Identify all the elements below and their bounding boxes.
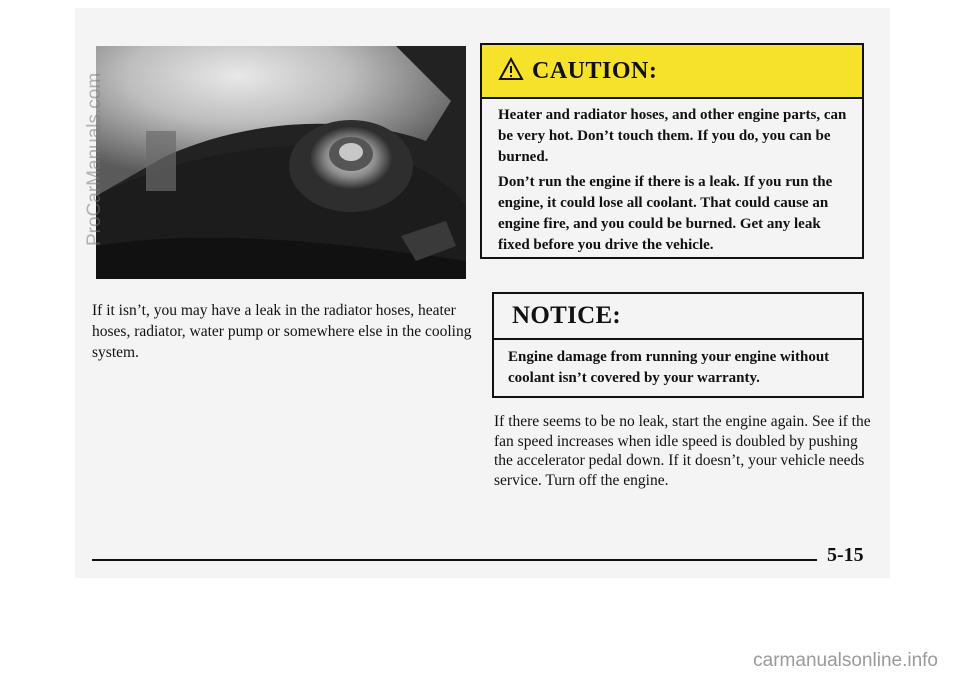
notice-title: NOTICE: [512,302,622,329]
notice-header [494,294,862,340]
caution-body [482,99,862,256]
notice-body: Engine damage from running your engine without coolant isn’t covered by your warranty. [508,349,830,386]
caution-header [482,45,862,99]
footer-watermark[interactable]: carmanualsonline.info [753,650,938,671]
caution-paragraph: Don’t run the engine if there is a leak. If you run the engine, it could lose all coolant. That could cause an engine fire, and you could be burned. Get any leak fixed before you drive the vehicle. [498,174,833,253]
caution-title: CAUTION: [532,57,658,84]
warning-triangle-icon [498,57,524,86]
caution-box [480,43,864,259]
page-number: 5-15 [827,544,864,566]
radiator-cap-photo [96,46,466,279]
no-leak-paragraph: If there seems to be no leak, start the engine again. See if the fan speed increases when idle speed is doubled by pushing the accelerator pedal down. If it doesn’t, your vehicle needs service. Turn off the engine. [494,413,871,489]
footer-rule [92,559,817,561]
caution-paragraph: Heater and radiator hoses, and other engine parts, can be very hot. Don’t touch them. If you do, you can be burned. [498,107,847,165]
side-watermark: ProCarManuals.com [84,72,105,246]
notice-box [492,292,864,398]
leak-paragraph: If it isn’t, you may have a leak in the radiator hoses, heater hoses, radiator, water pump or somewhere else in the cooling system. [92,302,472,361]
